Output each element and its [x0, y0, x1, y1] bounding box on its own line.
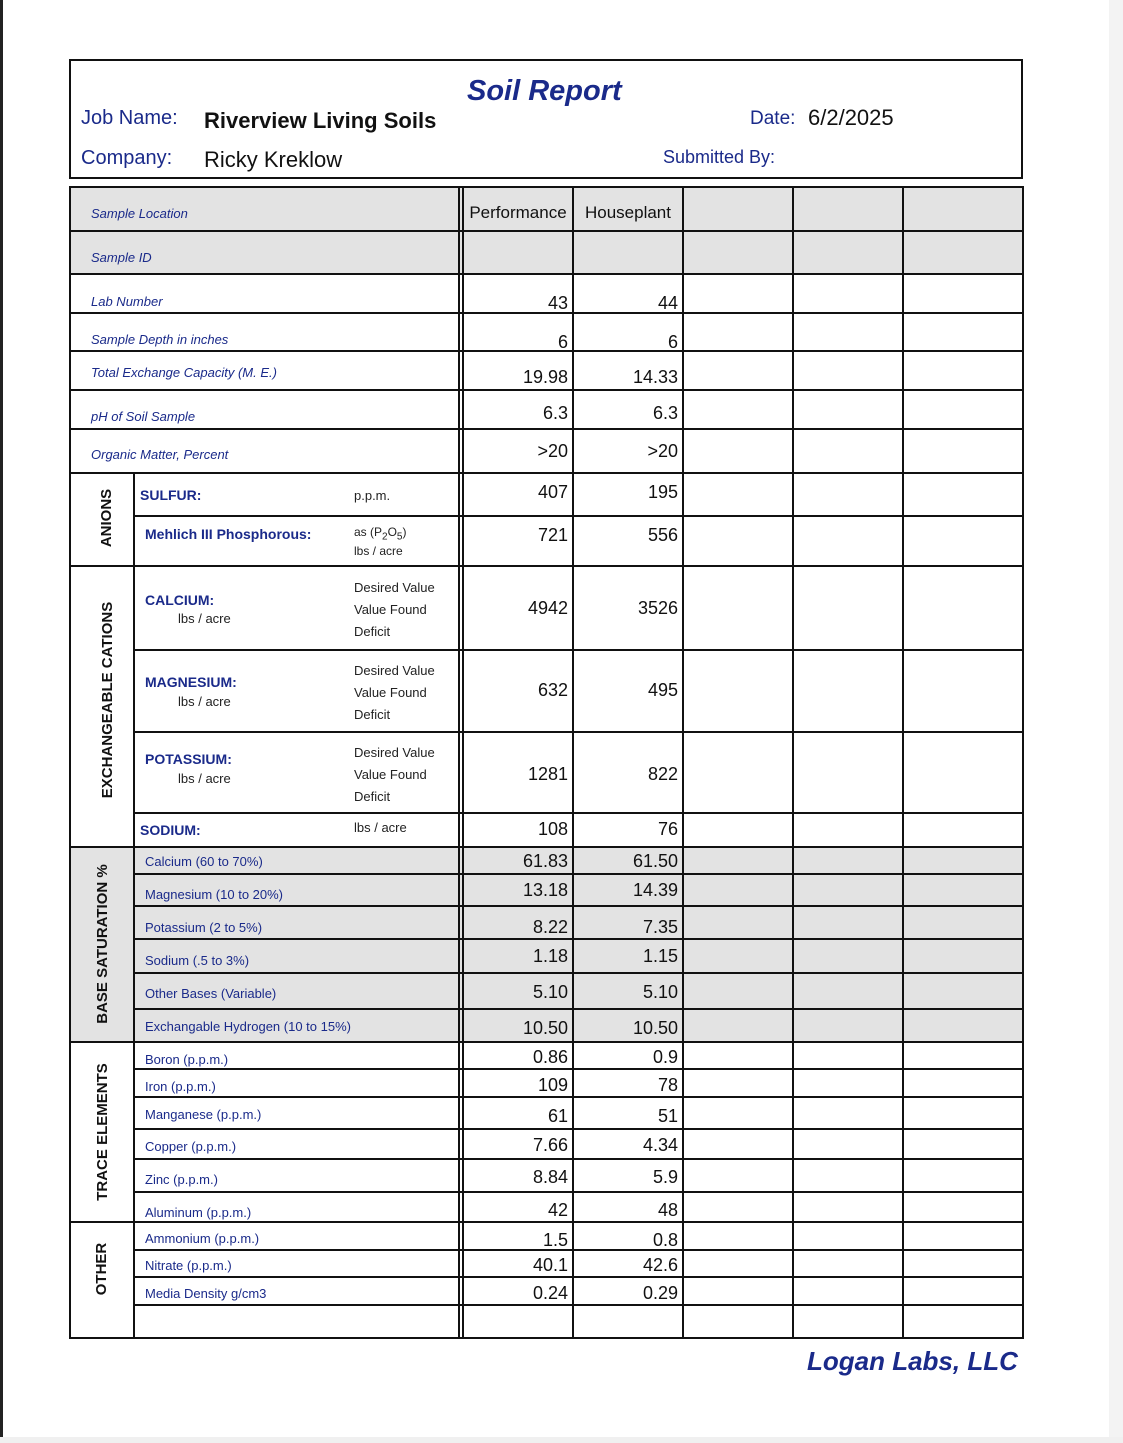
base-saturation-shade [69, 847, 1024, 1043]
sulfur-value: 407 [537, 482, 568, 502]
calcium-found-label: Value Found [354, 602, 427, 617]
organic-matter-label: Organic Matter, Percent [91, 447, 229, 462]
trace-item-value: 0.86 [532, 1047, 568, 1067]
company-value: Ricky Kreklow [204, 147, 343, 172]
potassium-value: 822 [647, 764, 678, 784]
bottom-edge [0, 1437, 1123, 1443]
report-title: Soil Report [467, 75, 622, 107]
trace-item-label: Boron (p.p.m.) [145, 1052, 229, 1067]
lab-number-value: 43 [547, 293, 568, 313]
other-item-value: 0.29 [642, 1283, 678, 1303]
organic-matter-value: >20 [537, 441, 568, 461]
report-header [69, 59, 1023, 179]
organic-matter-value: >20 [647, 441, 678, 461]
lab-number-label: Lab Number [91, 294, 163, 309]
base-item-label: Exchangable Hydrogen (10 to 15%) [145, 1019, 351, 1034]
other-item-label: Ammonium (p.p.m.) [145, 1231, 260, 1246]
other-item-label: Media Density g/cm3 [145, 1286, 267, 1301]
trace-item-value: 109 [537, 1075, 568, 1095]
results-table [69, 186, 1024, 1339]
potassium-label: POTASSIUM: [145, 751, 232, 767]
other-item-value: 40.1 [532, 1255, 568, 1275]
base-item-label: Sodium (.5 to 3%) [145, 953, 250, 968]
section-label-base-saturation: BASE SATURATION % [94, 864, 111, 1024]
other-item-value: 42.6 [642, 1255, 678, 1275]
lab-name-footer: Logan Labs, LLC [807, 1346, 1018, 1376]
base-item-value: 8.22 [532, 917, 568, 937]
sodium-label: SODIUM: [140, 822, 201, 838]
company-label: Company: [81, 147, 173, 169]
phosphorous-value: 556 [647, 525, 678, 545]
sulfur-value: 195 [647, 482, 678, 502]
potassium-value: 1281 [527, 764, 568, 784]
magnesium-value: 495 [647, 680, 678, 700]
base-item-label: Potassium (2 to 5%) [145, 920, 263, 935]
base-item-value: 61.50 [632, 851, 678, 871]
job-name-label: Job Name: [81, 107, 178, 129]
ph-value: 6.3 [542, 403, 568, 423]
trace-item-value: 4.34 [642, 1135, 678, 1155]
trace-item-label: Aluminum (p.p.m.) [145, 1205, 252, 1220]
tec-value: 19.98 [522, 367, 568, 387]
ph-label: pH of Soil Sample [91, 409, 196, 424]
magnesium-value: 632 [537, 680, 568, 700]
section-label-exchangeable-cations: EXCHANGEABLE CATIONS [99, 601, 116, 799]
trace-item-label: Zinc (p.p.m.) [145, 1172, 218, 1187]
right-edge [1109, 0, 1123, 1443]
potassium-found-label: Value Found [354, 767, 427, 782]
lab-number-value: 44 [657, 293, 678, 313]
trace-item-value: 78 [657, 1075, 678, 1095]
trace-item-label: Manganese (p.p.m.) [145, 1107, 262, 1122]
sodium-unit: lbs / acre [354, 820, 407, 835]
column-header-houseplant: Houseplant [584, 203, 671, 222]
calcium-deficit-label: Deficit [354, 624, 391, 639]
base-item-value: 14.39 [632, 880, 678, 900]
base-item-value: 1.15 [642, 946, 678, 966]
ph-value: 6.3 [652, 403, 678, 423]
calcium-unit: lbs / acre [178, 611, 231, 626]
potassium-deficit-label: Deficit [354, 789, 391, 804]
trace-item-value: 48 [657, 1200, 678, 1220]
sulfur-label: SULFUR: [140, 487, 202, 503]
potassium-unit: lbs / acre [178, 771, 231, 786]
base-item-value: 10.50 [522, 1018, 568, 1038]
other-item-value: 1.5 [542, 1230, 568, 1250]
base-item-value: 5.10 [532, 982, 568, 1002]
tec-label: Total Exchange Capacity (M. E.) [91, 365, 277, 380]
magnesium-desired-label: Desired Value [354, 663, 435, 678]
trace-item-value: 7.66 [532, 1135, 568, 1155]
magnesium-found-label: Value Found [354, 685, 427, 700]
trace-item-label: Copper (p.p.m.) [145, 1139, 237, 1154]
job-name-value: Riverview Living Soils [204, 108, 437, 133]
sample-id-label: Sample ID [91, 250, 152, 265]
potassium-desired-label: Desired Value [354, 745, 435, 760]
base-item-value: 7.35 [642, 917, 678, 937]
trace-item-value: 5.9 [652, 1167, 678, 1187]
base-item-value: 5.10 [642, 982, 678, 1002]
other-item-value: 0.8 [652, 1230, 678, 1250]
base-item-label: Other Bases (Variable) [145, 986, 277, 1001]
base-item-value: 13.18 [522, 880, 568, 900]
magnesium-unit: lbs / acre [178, 694, 231, 709]
section-label-anions: ANIONS [98, 488, 115, 548]
sample-depth-label: Sample Depth in inches [91, 332, 229, 347]
calcium-value: 4942 [527, 598, 568, 618]
calcium-desired-label: Desired Value [354, 580, 435, 595]
depth-value: 6 [667, 332, 678, 352]
base-item-value: 1.18 [532, 946, 568, 966]
sample-location-label: Sample Location [91, 206, 188, 221]
base-item-value: 61.83 [522, 851, 568, 871]
trace-item-label: Iron (p.p.m.) [145, 1079, 216, 1094]
sulfur-unit: p.p.m. [354, 488, 391, 503]
magnesium-deficit-label: Deficit [354, 707, 391, 722]
phosphorous-value: 721 [537, 525, 568, 545]
trace-item-value: 61 [547, 1106, 568, 1126]
magnesium-label: MAGNESIUM: [145, 674, 237, 690]
trace-item-value: 42 [547, 1200, 568, 1220]
date-value: 6/2/2025 [808, 105, 894, 130]
phosphorous-unit-lbs: lbs / acre [354, 544, 403, 558]
phosphorous-label: Mehlich III Phosphorous: [145, 526, 312, 542]
base-item-value: 10.50 [632, 1018, 678, 1038]
calcium-label: CALCIUM: [145, 592, 215, 608]
base-item-label: Calcium (60 to 70%) [145, 854, 263, 869]
section-label-trace-elements: TRACE ELEMENTS [94, 1063, 111, 1201]
submitted-by-label: Submitted By: [663, 147, 776, 167]
sodium-value: 108 [537, 819, 568, 839]
trace-item-value: 0.9 [652, 1047, 678, 1067]
column-header-performance: Performance [469, 203, 567, 222]
depth-value: 6 [557, 332, 568, 352]
date-label: Date: [750, 108, 796, 129]
other-item-value: 0.24 [532, 1283, 568, 1303]
phosphorous-unit: as $(P_2O_5)$ [354, 525, 407, 543]
sodium-value: 76 [657, 819, 678, 839]
left-edge [0, 0, 3, 1443]
base-item-label: Magnesium (10 to 20%) [145, 887, 284, 902]
calcium-value: 3526 [637, 598, 678, 618]
tec-value: 14.33 [632, 367, 678, 387]
section-label-other: OTHER [93, 1242, 110, 1296]
trace-item-value: 51 [657, 1106, 678, 1126]
trace-item-value: 8.84 [532, 1167, 568, 1187]
other-item-label: Nitrate (p.p.m.) [145, 1258, 232, 1273]
